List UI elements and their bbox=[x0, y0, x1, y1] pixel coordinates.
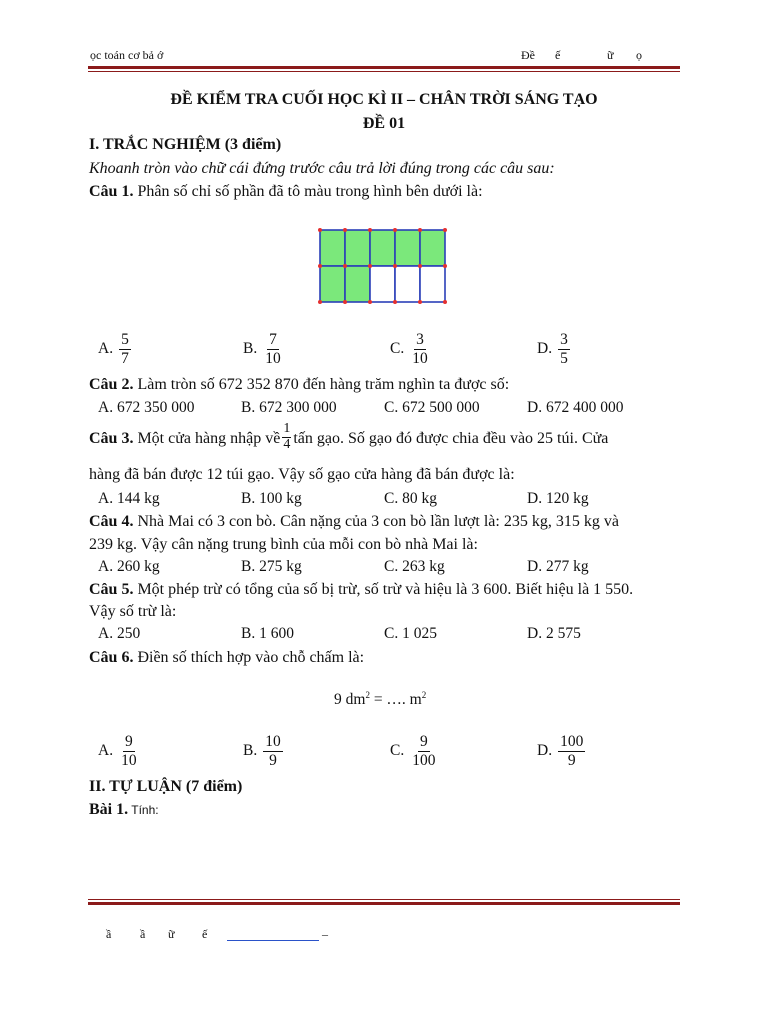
footer-text-4: ế bbox=[202, 927, 208, 941]
header-left: ọc toán cơ bả ớ bbox=[90, 48, 164, 62]
question-5 bbox=[89, 581, 633, 599]
exam-title: ĐỀ KIỂM TRA CUỐI HỌC KÌ II – CHÂN TRỜI SÁNG TẠO bbox=[170, 91, 598, 108]
header-right-4: ọ bbox=[636, 48, 642, 62]
q2-option-c[interactable]: C. 672 500 000 bbox=[384, 399, 480, 416]
q4-option-d[interactable]: D. 277 kg bbox=[527, 558, 589, 575]
conversion-expression: 9 $dm^2$ = …. $m^2$ bbox=[334, 690, 427, 709]
section-1-instruction: Khoanh tròn vào chữ cái đứng trước câu trả lời đúng trong các câu sau: bbox=[89, 160, 555, 177]
grid-cell-empty bbox=[370, 266, 395, 302]
header-right-1: Đề bbox=[521, 48, 535, 62]
grid-vertex-dot bbox=[343, 264, 347, 268]
q3-option-a[interactable]: A. 144 kg bbox=[98, 490, 160, 507]
grid-vertex-dot bbox=[393, 264, 397, 268]
q1-option-c[interactable]: C. $\frac{3}{10}$ bbox=[390, 331, 428, 367]
footer-text-3: ữ bbox=[168, 927, 175, 941]
header-rule-thin bbox=[88, 71, 680, 72]
grid-vertex-dot bbox=[318, 264, 322, 268]
grid-vertex-dot bbox=[318, 228, 322, 232]
question-1 bbox=[89, 183, 483, 201]
q4-option-b[interactable]: B. 275 kg bbox=[241, 558, 302, 575]
question-4-label: Câu 4. bbox=[89, 513, 134, 530]
q6-option-d[interactable]: D. $\frac{100}{9}$ bbox=[537, 733, 584, 769]
grid-vertex-dot bbox=[393, 228, 397, 232]
q1-option-d[interactable]: D. $\frac{3}{5}$ bbox=[537, 331, 568, 367]
grid-cell-empty bbox=[420, 266, 445, 302]
q5-option-a[interactable]: A. 250 bbox=[98, 625, 141, 642]
question-3-text-a: Một cửa hàng nhập về bbox=[133, 429, 281, 447]
exercise-1-text: Tính: bbox=[128, 803, 159, 817]
q4-option-c[interactable]: C. 263 kg bbox=[384, 558, 445, 575]
question-3-fraction: $\frac{1}{4}$ bbox=[283, 421, 291, 452]
grid-cell-shaded bbox=[395, 230, 420, 266]
grid-vertex-dot bbox=[443, 228, 447, 232]
footer-dash: – bbox=[322, 927, 328, 941]
question-1-label: Câu 1. bbox=[89, 183, 134, 200]
header-right-2: ế bbox=[555, 48, 561, 62]
grid-cell-shaded bbox=[420, 230, 445, 266]
q5-option-c[interactable]: C. 1 025 bbox=[384, 625, 437, 642]
footer-rule-thin bbox=[88, 899, 680, 900]
q6-option-c[interactable]: C. $\frac{9}{100}$ bbox=[390, 733, 436, 769]
grid-vertex-dot bbox=[443, 300, 447, 304]
q1-option-b[interactable]: B. $\frac{7}{10}$ bbox=[243, 331, 281, 367]
footer-text-2: ầ bbox=[140, 927, 146, 941]
grid-cell-shaded bbox=[320, 230, 345, 266]
question-4-text: Nhà Mai có 3 con bò. Cân nặng của 3 con bò lần lượt là: 235 kg, 315 kg và bbox=[133, 513, 619, 530]
grid-vertex-dot bbox=[418, 300, 422, 304]
q5-option-b[interactable]: B. 1 600 bbox=[241, 625, 294, 642]
q5-option-d[interactable]: D. 2 575 bbox=[527, 625, 581, 642]
question-3-line-2: hàng đã bán được 12 túi gạo. Vậy số gạo cửa hàng đã bán được là: bbox=[89, 466, 515, 483]
question-3-label: Câu 3. bbox=[89, 429, 134, 447]
question-3-text-b: tấn gạo. Số gạo đó được chia đều vào 25 túi. Cửa bbox=[293, 429, 609, 447]
exercise-1 bbox=[89, 801, 159, 819]
q2-option-a[interactable]: A. 672 350 000 bbox=[98, 399, 195, 416]
section-1-heading: I. TRẮC NGHIỆM (3 điểm) bbox=[89, 136, 282, 153]
grid-cell-shaded bbox=[345, 230, 370, 266]
grid-vertex-dot bbox=[368, 300, 372, 304]
header-right-3: ữ bbox=[607, 48, 614, 62]
exercise-1-label: Bài 1. bbox=[89, 801, 129, 818]
grid-vertex-dot bbox=[443, 264, 447, 268]
grid-vertex-dot bbox=[368, 264, 372, 268]
question-6-label: Câu 6. bbox=[89, 649, 134, 666]
question-4 bbox=[89, 513, 619, 531]
question-6-text: Điền số thích hợp vào chỗ chấm là: bbox=[133, 649, 365, 666]
question-3 bbox=[89, 421, 609, 454]
grid-cell-shaded bbox=[370, 230, 395, 266]
shaded-grid-figure bbox=[316, 226, 450, 306]
q3-option-c[interactable]: C. 80 kg bbox=[384, 490, 437, 507]
grid-vertex-dot bbox=[343, 228, 347, 232]
question-2 bbox=[89, 376, 509, 394]
grid-vertex-dot bbox=[318, 300, 322, 304]
grid-vertex-dot bbox=[343, 300, 347, 304]
grid-vertex-dot bbox=[418, 228, 422, 232]
section-2-heading: II. TỰ LUẬN (7 điểm) bbox=[89, 778, 243, 795]
question-2-text: Làm tròn số 672 352 870 đến hàng trăm nghìn ta được số: bbox=[133, 376, 510, 393]
footer-link[interactable] bbox=[227, 940, 319, 941]
q3-option-d[interactable]: D. 120 kg bbox=[527, 490, 589, 507]
grid-vertex-dot bbox=[393, 300, 397, 304]
question-1-text: Phân số chỉ số phần đã tô màu trong hình bên dưới là: bbox=[133, 183, 483, 200]
grid-cell-shaded bbox=[345, 266, 370, 302]
footer-rule-thick bbox=[88, 902, 680, 905]
q2-option-b[interactable]: B. 672 300 000 bbox=[241, 399, 337, 416]
q4-option-a[interactable]: A. 260 kg bbox=[98, 558, 160, 575]
exam-subtitle: ĐỀ 01 bbox=[362, 115, 406, 132]
header-rule-thick bbox=[88, 66, 680, 69]
q6-option-b[interactable]: B. $\frac{10}{9}$ bbox=[243, 733, 281, 769]
q1-option-a[interactable]: A. $\frac{5}{7}$ bbox=[98, 331, 129, 367]
question-5-line-2: Vậy số trừ là: bbox=[89, 603, 177, 620]
question-5-label: Câu 5. bbox=[89, 581, 134, 598]
q6-option-a[interactable]: A. $\frac{9}{10}$ bbox=[98, 733, 137, 769]
q2-option-d[interactable]: D. 672 400 000 bbox=[527, 399, 624, 416]
q3-option-b[interactable]: B. 100 kg bbox=[241, 490, 302, 507]
grid-cell-shaded bbox=[320, 266, 345, 302]
question-5-text: Một phép trừ có tổng của số bị trừ, số trừ và hiệu là 3 600. Biết hiệu là 1 550. bbox=[133, 581, 634, 598]
grid-cell-empty bbox=[395, 266, 420, 302]
grid-vertex-dot bbox=[368, 228, 372, 232]
question-6 bbox=[89, 649, 364, 667]
question-4-line-2: 239 kg. Vậy cân nặng trung bình của mỗi con bò nhà Mai là: bbox=[89, 536, 478, 553]
footer-text-1: ầ bbox=[106, 927, 112, 941]
question-2-label: Câu 2. bbox=[89, 376, 134, 393]
grid-vertex-dot bbox=[418, 264, 422, 268]
